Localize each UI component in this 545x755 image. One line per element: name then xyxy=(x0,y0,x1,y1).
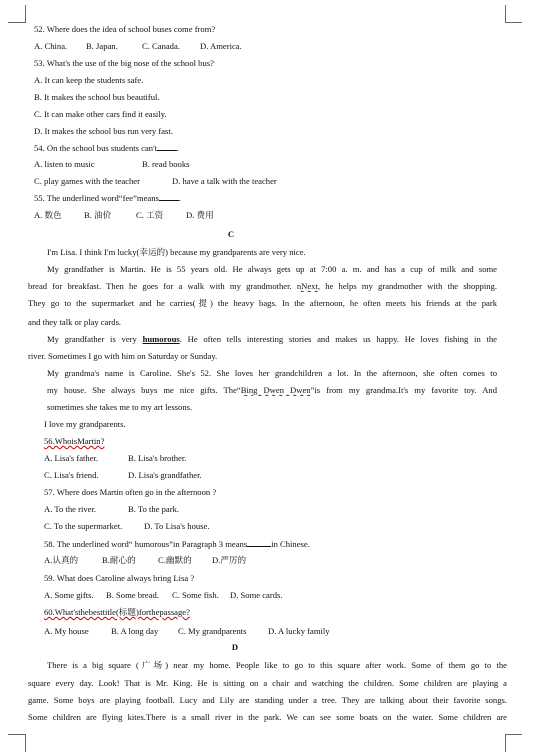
question-53-option-a: A. It can keep the students safe. xyxy=(34,75,144,85)
stem-end: in Chinese. xyxy=(271,539,310,549)
question-59-stem: 59. What does Caroline always bring Lisa ? xyxy=(44,573,195,583)
option-c: C. Canada. xyxy=(142,41,180,51)
stem-text: 58. The underlined word“ humorous”in Paragraph 3 means xyxy=(44,539,248,549)
option-d: D. Some cards. xyxy=(230,590,283,600)
question-54-stem xyxy=(34,142,179,154)
text: my house. She always buys me nice gifts. The“ xyxy=(47,385,241,395)
question-60-stem xyxy=(44,607,190,618)
question-53-option-b: B. It makes the school bus beautiful. xyxy=(34,92,160,102)
option-b: B. A long day xyxy=(111,626,159,636)
passage-c-line: My grandma's name is Caroline. She's 52. She loves her grandchildren a lot. In the afternoon, she often comes to xyxy=(47,368,497,378)
option-b: B.耐心的 xyxy=(102,555,136,565)
option-a: A. listen to music xyxy=(34,159,95,169)
section-heading-d: D xyxy=(231,642,239,652)
question-56-stem xyxy=(44,436,104,447)
question-57-stem: 57. Where does Martin often go in the afternoon ? xyxy=(44,487,217,497)
crop-mark-bottom-right-h xyxy=(505,734,522,735)
passage-c-line xyxy=(47,385,497,396)
option-b: B. read books xyxy=(142,159,190,169)
option-c: C. My grandparents xyxy=(178,626,247,636)
passage-d-line: square every day. Look! That is Mr. King. He is sitting on a chair and watching the children. Some children are playing a xyxy=(28,678,507,688)
option-c: C. To the supermarket. xyxy=(44,521,123,531)
option-c: C. play games with the teacher xyxy=(34,176,140,186)
question-52-stem: 52. Where does the idea of school buses come from? xyxy=(34,24,216,34)
answer-blank xyxy=(157,142,180,153)
option-a: A.认真的 xyxy=(44,555,79,565)
passage-c-line: sometimes she takes me to my art lessons. xyxy=(47,402,193,412)
answer-blank xyxy=(247,538,271,547)
text: bread for breakfast. Then he goes for a walk with my grandmother. xyxy=(28,281,292,291)
text: , he helps my grandmother with the shopping. xyxy=(317,281,497,291)
question-53-stem: 53. What's the use of the big nose of the school bus? xyxy=(34,58,214,68)
option-b: B. To the park. xyxy=(128,504,180,514)
passage-c-line: They go to the supermarket and he carries(提) the heavy bags. In the afternoon, he often meets his friends at the park xyxy=(28,298,497,308)
option-b: B. Lisa's brother. xyxy=(128,453,187,463)
option-d: D. A lucky family xyxy=(268,626,330,636)
question-53-option-c: C. It can make other cars find it easily. xyxy=(34,109,167,119)
crop-mark-top-right-v xyxy=(505,5,506,23)
stem-text: 54. On the school bus students can't xyxy=(34,143,158,153)
option-a: A. To the river. xyxy=(44,504,96,514)
option-c: C.幽默的 xyxy=(158,555,192,565)
crop-mark-top-right-h xyxy=(505,22,522,23)
stem-text: 60.What'sthebesttitle(标题)forthepassage? xyxy=(44,607,190,617)
option-d: D. have a talk with the teacher xyxy=(172,176,277,186)
option-d: D.严厉的 xyxy=(212,555,247,565)
option-a: A. Some gifts. xyxy=(44,590,94,600)
question-58-stem xyxy=(44,538,310,550)
option-c: C. Lisa's friend. xyxy=(44,470,99,480)
option-b: B. Japan. xyxy=(86,41,118,51)
option-c: C. 工资 xyxy=(136,210,164,220)
passage-d-line: game. Some boys are playing football. Lucy and Lily are standing under a tree. They are talking about their favorite songs. xyxy=(28,695,507,705)
stem-text: 55. The underlined word“fee”means xyxy=(34,193,159,203)
text: ”is from my grandma.It's my favorite toy. And xyxy=(310,385,497,395)
option-a: A. Lisa's father. xyxy=(44,453,99,463)
text: . He often tells interesting stories and makes us happy. He loves fishing in the xyxy=(179,334,497,344)
stem-end: . xyxy=(177,143,180,153)
passage-c-line xyxy=(28,281,497,292)
option-c: C. Some fish. xyxy=(172,590,219,600)
stem-text: 56.WhoisMartin? xyxy=(44,436,105,446)
option-d: D. To Lisa's house. xyxy=(144,521,210,531)
crop-mark-top-left-v xyxy=(25,5,26,23)
passage-d-line: There is a big square (广场) near my home. People like to go to this square after work. Some of them go to the xyxy=(47,660,507,670)
spelling-flagged-word: nNext xyxy=(296,281,318,291)
passage-d-line: Some children are flying kites.There is a small river in the park. We can see some boats on the water. Some children are xyxy=(28,712,507,722)
option-b: B. Some bread. xyxy=(106,590,159,600)
crop-mark-top-left-h xyxy=(8,22,25,23)
option-d: D. Lisa's grandfather. xyxy=(128,470,202,480)
option-a: A. China. xyxy=(34,41,68,51)
option-d: D. America. xyxy=(200,41,242,51)
option-a: A. 数色 xyxy=(34,210,62,220)
question-53-option-d: D. It makes the school bus run very fast. xyxy=(34,126,173,136)
passage-c-line: river. Sometimes I go with him on Saturday or Sunday. xyxy=(28,351,218,361)
option-d: D. 费用 xyxy=(186,210,214,220)
passage-c-line: and they talk or play cards. xyxy=(28,317,122,327)
passage-c-line xyxy=(47,334,497,345)
crop-mark-bottom-left-h xyxy=(8,734,25,735)
stem-end: . xyxy=(178,193,182,203)
passage-c-line: I'm Lisa. I think I'm lucky(幸运的) because my grandparents are very nice. xyxy=(47,247,306,257)
option-a: A. My house xyxy=(44,626,89,636)
text: My grandfather is very xyxy=(47,334,137,344)
crop-mark-bottom-left-v xyxy=(25,734,26,752)
section-heading-c: C xyxy=(227,229,235,239)
answer-blank xyxy=(159,192,182,203)
passage-c-line: My grandfather is Martin. He is 55 years old. He always gets up at 7:00 a. m. and has a cup of milk and some xyxy=(47,264,497,274)
passage-c-line: I love my grandparents. xyxy=(44,419,126,429)
crop-mark-bottom-right-v xyxy=(505,734,506,752)
option-b: B. 油价 xyxy=(84,210,112,220)
spelling-flagged-word: Bing Dwen Dwen xyxy=(240,385,311,395)
underlined-word-humorous: humorous xyxy=(142,334,180,344)
question-55-stem xyxy=(34,192,181,204)
